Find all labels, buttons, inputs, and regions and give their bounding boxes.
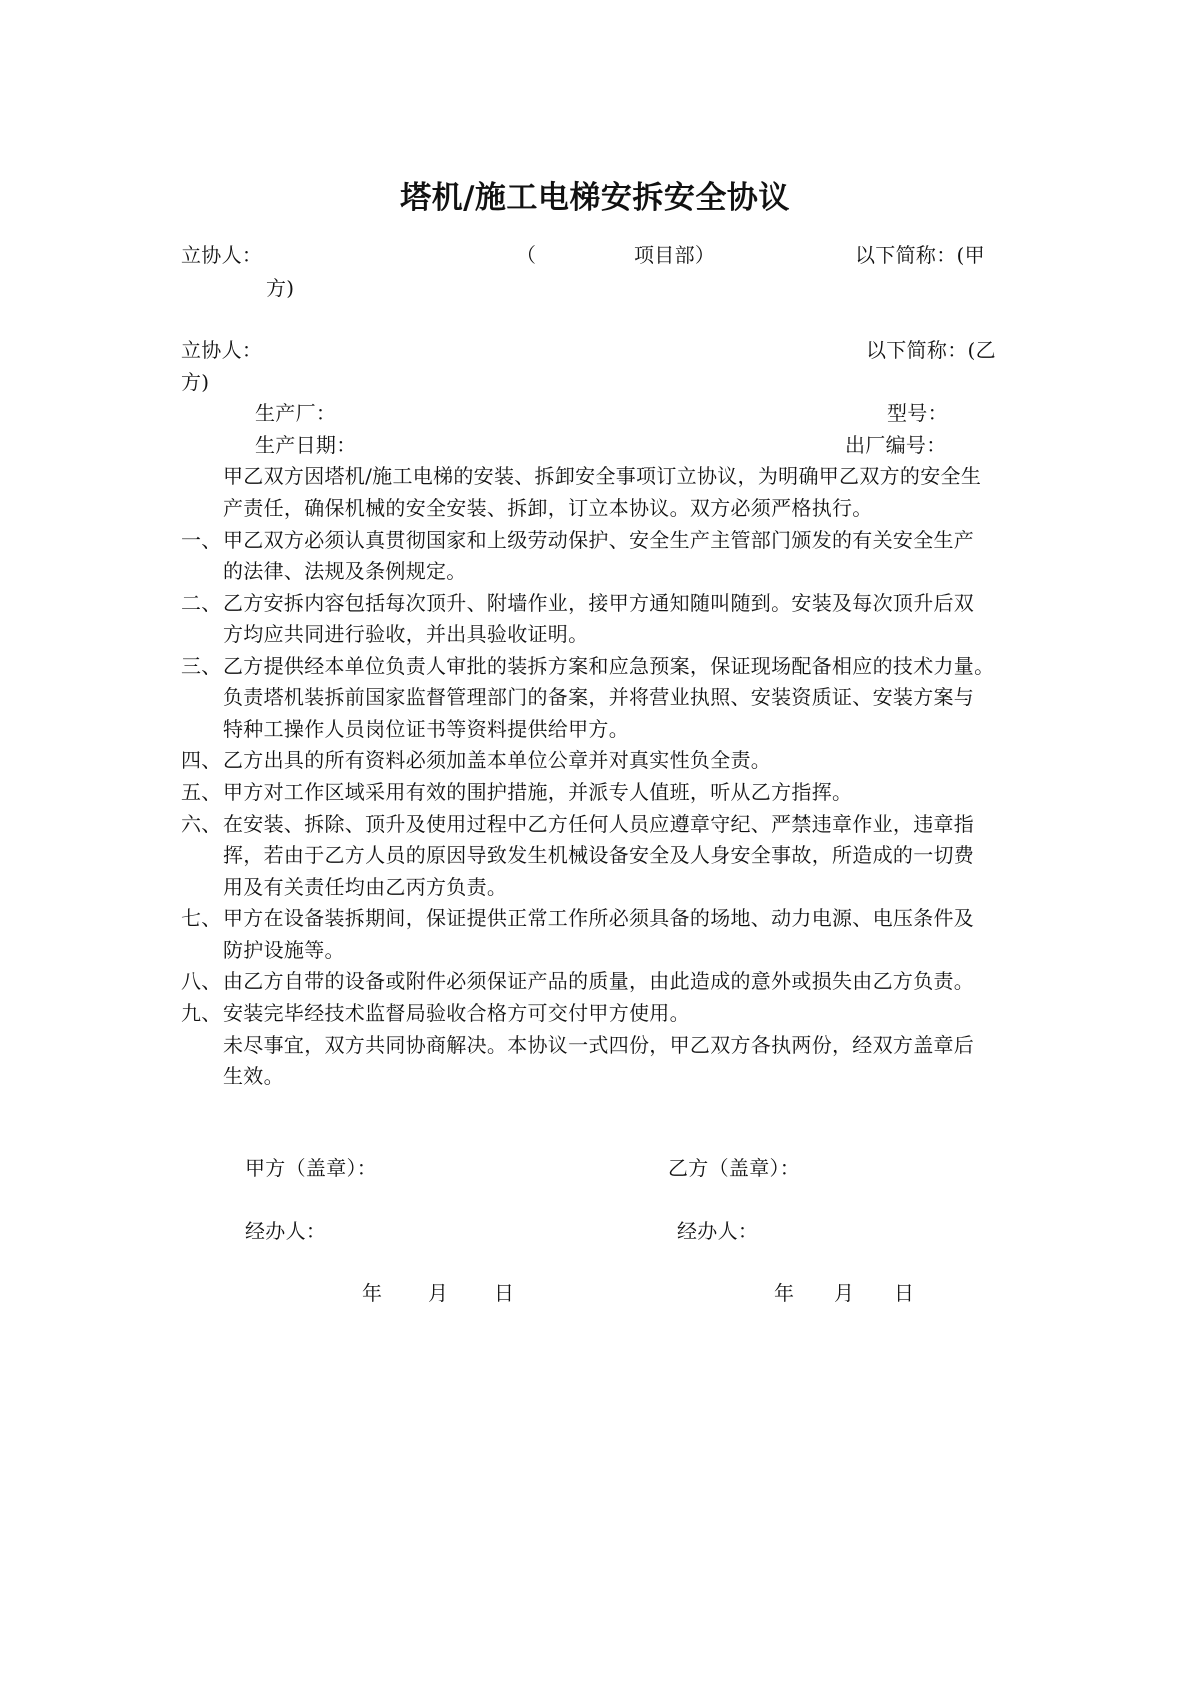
clause-number: 四、: [181, 748, 222, 772]
clause-number: 一、: [181, 528, 222, 552]
intro-line: 甲乙双方因塔机/施工电梯的安装、拆卸安全事项订立协议，为明确甲乙双方的安全生: [223, 464, 982, 488]
manufacturer-label: 生产厂：: [255, 401, 337, 425]
clause-line: 用及有关责任均由乙丙方负责。: [223, 875, 508, 899]
clause-line: 安装完毕经技术监督局验收合格方可交付甲方使用。: [223, 1001, 690, 1025]
intro-line: 产责任，确保机械的安全安装、拆卸，订立本协议。双方必须严格执行。: [223, 496, 873, 520]
clause-line: 甲方在设备装拆期间，保证提供正常工作所必须具备的场地、动力电源、电压条件及: [223, 906, 975, 930]
party-a-abbr-cont: 方): [266, 276, 295, 300]
party-a-handler-label: 经办人：: [245, 1219, 327, 1243]
closing-line: 生效。: [223, 1064, 284, 1088]
party-a-abbr: 以下简称：(甲: [855, 243, 985, 267]
clause-line: 在安装、拆除、顶升及使用过程中乙方任何人员应遵章守纪、严禁违章作业，违章指: [223, 812, 975, 836]
model-label: 型号：: [887, 401, 948, 425]
party-a-project-dept: 项目部）: [634, 243, 716, 267]
party-b-label: 立协人：: [181, 338, 263, 362]
clause-number: 九、: [181, 1001, 222, 1025]
clause-line: 甲方对工作区域采用有效的围护措施，并派专人值班，听从乙方指挥。: [223, 780, 853, 804]
clause-line: 的法律、法规及条例规定。: [223, 559, 467, 583]
clause-number: 二、: [181, 591, 222, 615]
production-date-label: 生产日期：: [255, 433, 357, 457]
clause-number: 八、: [181, 969, 222, 993]
clause-line: 特种工操作人员岗位证书等资料提供给甲方。: [223, 717, 629, 741]
clause-line: 乙方提供经本单位负责人审批的装拆方案和应急预案，保证现场配备相应的技术力量。: [223, 654, 995, 678]
party-a-date: 年 月 日: [362, 1281, 516, 1305]
clause-line: 乙方出具的所有资料必须加盖本单位公章并对真实性负全责。: [223, 748, 772, 772]
party-a-paren-open: （: [516, 243, 537, 267]
clause-line: 防护设施等。: [223, 938, 345, 962]
document-title: 塔机/施工电梯安拆安全协议: [400, 180, 790, 216]
party-b-date: 年 月 日: [774, 1281, 914, 1305]
party-b-handler-label: 经办人：: [677, 1219, 759, 1243]
clause-number: 六、: [181, 812, 222, 836]
clause-line: 由乙方自带的设备或附件必须保证产品的质量，由此造成的意外或损失由乙方负责。: [223, 969, 975, 993]
closing-line: 未尽事宜，双方共同协商解决。本协议一式四份，甲乙双方各执两份，经双方盖章后: [223, 1033, 975, 1057]
serial-number-label: 出厂编号：: [845, 433, 947, 457]
clause-line: 乙方安拆内容包括每次顶升、附墙作业，接甲方通知随叫随到。安装及每次顶升后双: [223, 591, 975, 615]
party-a-label: 立协人：: [181, 243, 263, 267]
clause-line: 负责塔机装拆前国家监督管理部门的备案，并将营业执照、安装资质证、安装方案与: [223, 685, 975, 709]
party-b-seal-label: 乙方（盖章）：: [668, 1156, 801, 1180]
clause-line: 方均应共同进行验收，并出具验收证明。: [223, 622, 589, 646]
clause-line: 挥，若由于乙方人员的原因导致发生机械设备安全及人身安全事故，所造成的一切费: [223, 843, 975, 867]
clause-number: 三、: [181, 654, 222, 678]
clause-line: 甲乙双方必须认真贯彻国家和上级劳动保护、安全生产主管部门颁发的有关安全生产: [223, 528, 975, 552]
party-b-abbr: 以下简称：(乙: [866, 338, 996, 362]
clause-number: 五、: [181, 780, 222, 804]
clause-number: 七、: [181, 906, 222, 930]
party-a-seal-label: 甲方（盖章）：: [245, 1156, 378, 1180]
party-b-abbr-cont: 方): [181, 370, 210, 394]
